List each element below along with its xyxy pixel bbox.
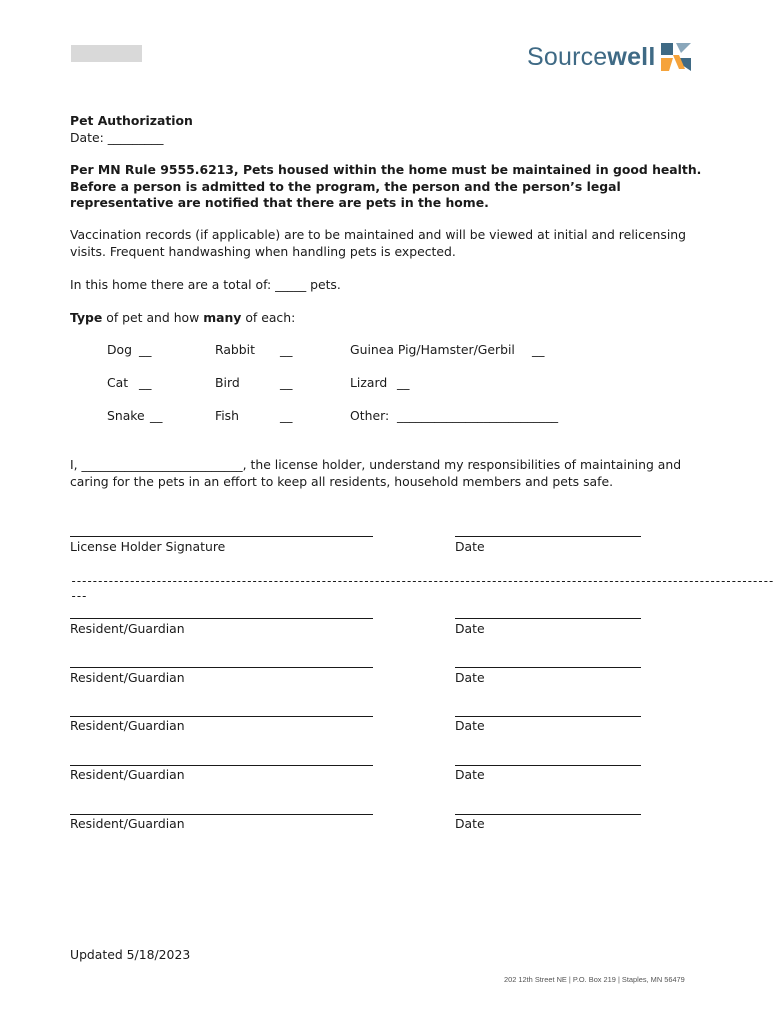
pet-snake: Snake [107, 408, 145, 423]
license-holder-label: License Holder Signature [70, 539, 226, 554]
license-date-line[interactable] [455, 536, 641, 537]
total-pets-line: In this home there are a total of: _____ pets. [70, 277, 341, 292]
type-line: Type of pet and how many of each: [70, 310, 296, 325]
pet-fish: Fish [215, 408, 239, 423]
separator-line: ------------------------------------------------------------------------------------------------------------------------------------ [70, 574, 773, 588]
pet-dog-blank: __ [139, 342, 152, 357]
resident-date-label: Date [455, 767, 485, 782]
resident-label: Resident/Guardian [70, 670, 185, 685]
date-line: Date: _________ [70, 130, 164, 145]
responsibility-paragraph: I, __________________________, the license holder, understand my responsibilities of maintaining and caring for the pets in an effort to keep all residents, household members and pets safe. [70, 457, 682, 489]
license-date-label: Date [455, 539, 485, 554]
resident-date-label: Date [455, 670, 485, 685]
pet-snake-blank: __ [150, 408, 163, 423]
resident-date-label: Date [455, 621, 485, 636]
pet-bird-blank: __ [280, 375, 293, 390]
pet-rabbit-blank: __ [280, 342, 293, 357]
pet-guinea-pig-blank: __ [532, 342, 545, 357]
vaccination-paragraph: Vaccination records (if applicable) are to be maintained and will be viewed at initial and relicensing visits. Frequent handwashing when handling pets is expected. [70, 227, 686, 259]
pet-cat: Cat [107, 375, 129, 390]
resident-date-line[interactable] [455, 765, 641, 766]
license-signature-line[interactable] [70, 536, 373, 537]
pet-other: Other: [350, 408, 390, 423]
resident-signature-line[interactable] [70, 716, 373, 717]
resident-date-label: Date [455, 718, 485, 733]
pet-dog: Dog [107, 342, 132, 357]
sourcewell-mark-icon [659, 41, 693, 73]
separator-tail: --- [70, 589, 86, 603]
pet-bird: Bird [215, 375, 240, 390]
resident-signature-line[interactable] [70, 765, 373, 766]
sourcewell-logo [527, 40, 693, 74]
resident-signature-line[interactable] [70, 618, 373, 619]
pet-other-blank: __________________________ [397, 408, 559, 423]
updated-date: Updated 5/18/2023 [70, 947, 191, 962]
pet-rabbit: Rabbit [215, 342, 255, 357]
resident-date-line[interactable] [455, 618, 641, 619]
resident-label: Resident/Guardian [70, 718, 185, 733]
resident-label: Resident/Guardian [70, 621, 185, 636]
footer-address: 202 12th Street NE | P.O. Box 219 | Staples, MN 56479 [504, 975, 685, 984]
page-title: Pet Authorization [70, 113, 193, 128]
redacted-box [71, 45, 142, 62]
pet-guinea-pig: Guinea Pig/Hamster/Gerbil [350, 342, 515, 357]
resident-date-line[interactable] [455, 716, 641, 717]
resident-date-line[interactable] [455, 814, 641, 815]
pet-cat-blank: __ [139, 375, 152, 390]
resident-signature-line[interactable] [70, 814, 373, 815]
rule-paragraph: Per MN Rule 9555.6213, Pets housed within the home must be maintained in good health. Before a person is admitted to the program, the person and the person’s legal representative are notified that there are pets in the home. [70, 162, 702, 210]
resident-label: Resident/Guardian [70, 816, 185, 831]
resident-date-line[interactable] [455, 667, 641, 668]
resident-signature-line[interactable] [70, 667, 373, 668]
logo-wordmark: Sourcewell [527, 42, 656, 71]
pet-lizard: Lizard [350, 375, 388, 390]
pet-lizard-blank: __ [397, 375, 410, 390]
resident-date-label: Date [455, 816, 485, 831]
pet-fish-blank: __ [280, 408, 293, 423]
resident-label: Resident/Guardian [70, 767, 185, 782]
